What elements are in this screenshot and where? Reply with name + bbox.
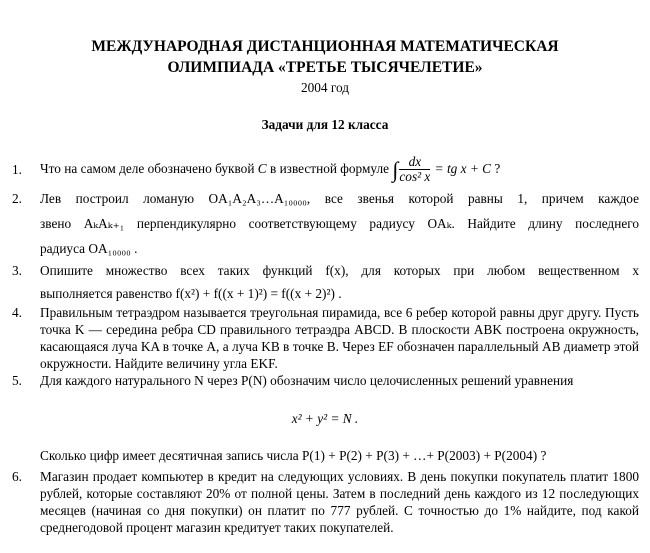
problem-5-equation bbox=[0, 410, 650, 427]
problem-4-number: 4. bbox=[12, 305, 22, 320]
subtitle: Задачи для 12 класса bbox=[261, 117, 389, 132]
problem-1-text-a: Что на самом деле обозначено буквой bbox=[40, 161, 255, 176]
fraction-numerator: dx bbox=[399, 155, 430, 170]
problem-1-var: C bbox=[257, 161, 267, 176]
integral-sign: ∫ bbox=[392, 156, 399, 182]
problem-1-fraction bbox=[399, 155, 430, 184]
problem-2-number: 2. bbox=[12, 191, 22, 206]
problem-5-line-2: Сколько цифр имеет десятичная запись числа P(1) + P(2) + P(3) + …+ P(2003) + P(2004) ? bbox=[40, 448, 547, 463]
title-line-1: МЕЖДУНАРОДНАЯ ДИСТАНЦИОННАЯ МАТЕМАТИЧЕСКАЯ bbox=[91, 38, 559, 55]
problem-1-number: 1. bbox=[12, 162, 22, 177]
problem-2-line-1: Лев построил ломаную OA₁A₂A₃…A₁₀₀₀₀, все звенья которой равны 1, причем каждое bbox=[40, 191, 639, 206]
problem-1-text-b: в известной формуле bbox=[269, 161, 390, 176]
problem-2-line-2: звено AₖAₖ₊₁ перпендикулярно соответствующему радиусу OAₖ. Найдите длину последнего bbox=[40, 216, 639, 231]
problem-4-text: Правильным тетраэдром называется треугольная пирамида, все 6 ребер которой равны друг другу. Пусть точка K — середина ребра CD правильного тетраэдра ABCD. В плоскости ABK построена окружность, касающаяся луча KA в точке A, а луча KB в точке B. Через EF обозначен параллельный AB диаметр этой окружности. Найдите величину угла EKF. bbox=[40, 305, 639, 371]
problem-1-end: ? bbox=[494, 161, 501, 176]
problem-5-number: 5. bbox=[12, 373, 22, 388]
problem-3-line-2: выполняется равенство f(x²) + f((x + 1)²) = f((x + 2)²) . bbox=[40, 286, 342, 301]
problem-3-number: 3. bbox=[12, 263, 22, 278]
problem-6-text: Магазин продает компьютер в кредит на следующих условиях. В день покупки покупатель платит 1800 рублей, которые составляют 20% от полной цены. Затем в последний день каждого из 12 последующих месяцев (начиная со дня покупки) он платит по 777 рублей. С точностью до 1% найдите, под какой среднегодовой процент магазин кредитует таких покупателей. bbox=[40, 469, 639, 535]
equation-text: x² + y² = N . bbox=[291, 411, 359, 426]
fraction-denominator: cos² x bbox=[399, 169, 431, 185]
problem-3-line-1: Опишите множество всех таких функций f(x), для которых при любом вещественном x bbox=[40, 263, 639, 278]
title-line-2: ОЛИМПИАДА «ТРЕТЬЕ ТЫСЯЧЕЛЕТИЕ» bbox=[167, 59, 483, 76]
problem-2-line-3: радиуса OA₁₀₀₀₀ . bbox=[40, 241, 138, 256]
year: 2004 год bbox=[300, 80, 350, 95]
problem-1-formula-tail: = tg x + C bbox=[434, 161, 492, 176]
problem-1-text bbox=[40, 152, 639, 186]
problem-5-line-1: Для каждого натурального N через P(N) обозначим число целочисленных решений уравнения bbox=[40, 373, 574, 388]
problem-6-number: 6. bbox=[12, 469, 22, 484]
